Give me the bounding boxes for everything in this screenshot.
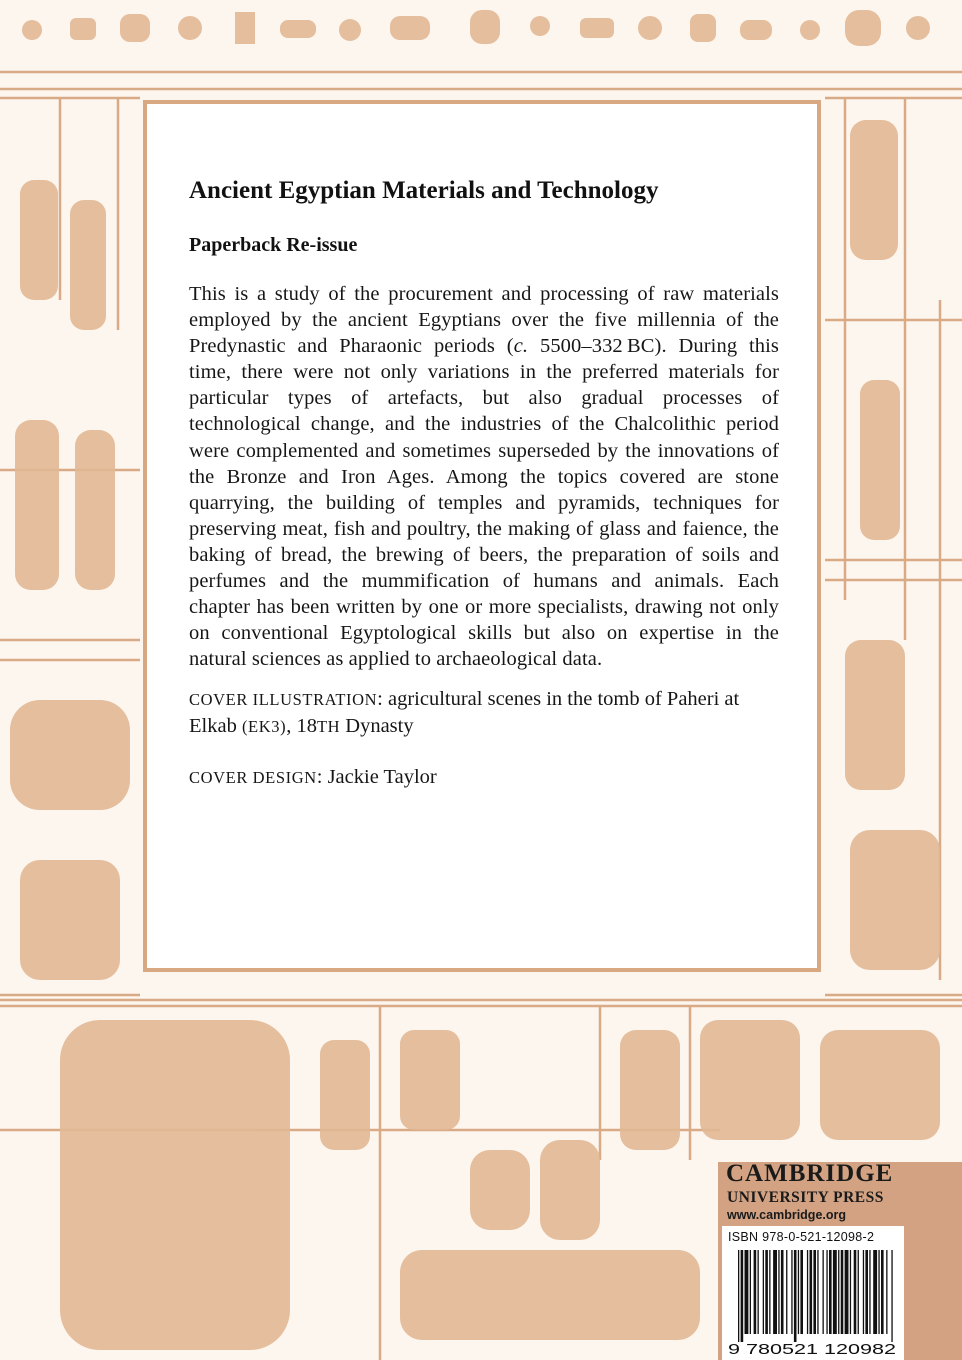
cover-illustration-text-a: : agricultural scenes in the tomb of Paheri at Elkab: [189, 688, 740, 738]
cover-design-text: : Jackie Taylor: [316, 766, 437, 789]
edition-subtitle: Paperback Re-issue: [189, 234, 358, 256]
cover-illustration-label: COVER ILLUSTRATION: [189, 690, 378, 710]
tomb-code: (EK3): [241, 717, 287, 737]
barcode-digits: 9 780521 120982: [728, 1341, 896, 1358]
book-title: Ancient Egyptian Materials and Technology: [189, 177, 659, 204]
barcode: [726, 1248, 902, 1358]
ordinal-suffix: TH: [316, 717, 341, 737]
cover-illustration-text-c: Dynasty: [340, 715, 414, 738]
description-part-2: 5500–332 BC). During this time, there were not only variations in the preferred materials for particular types of artefacts, but also gradual processes of technological change, and the industries of the Chalcolithic period were complemented and sometimes superseded by the innovations of the Bronze and Iron Ages. Among the topics covered are stone quarrying, the building of temples and pyramids, techniques for preserving meat, fish and poultry, the making of glass and faience, the baking of bread, the brewing of beers, the preparation of soils and perfumes and the mummification of humans and animals. Each chapter has been written by one or more specialists, drawing not only on conventional Egyptological skills but also on expertise in the natural sciences as applied to archaeological data.: [189, 335, 779, 671]
cover-illustration-text-b: , 18: [286, 715, 317, 738]
publisher-name: CAMBRIDGE: [726, 1160, 894, 1187]
cover-design-label: COVER DESIGN: [189, 768, 317, 788]
publisher-subname: UNIVERSITY PRESS: [727, 1189, 884, 1206]
description-part-1: This is a study of the procurement and processing of raw materials employed by the ancient Egyptians over the five millennia of the Predynastic and Pharaonic periods (: [189, 283, 779, 358]
isbn-label: ISBN 978-0-521-12098-2: [728, 1230, 875, 1244]
publisher-website[interactable]: www.cambridge.org: [727, 1208, 847, 1222]
description-panel: [143, 100, 821, 972]
book-description: [189, 281, 779, 672]
description-panel-content: [189, 176, 779, 791]
cover-design-credit: [189, 764, 779, 791]
cover-illustration-credit: [189, 686, 779, 740]
circa-abbreviation: c.: [513, 335, 529, 358]
